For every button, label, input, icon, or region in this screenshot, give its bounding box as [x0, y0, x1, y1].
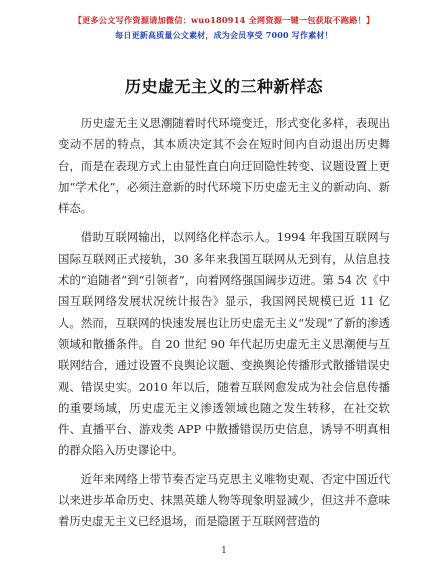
promo-header [0, 13, 448, 42]
paragraph-internet: 借助互联网输出，以网络化样态示人。1994 年我国互联网与国际互联网正式接轨，30 多年来我国互联网从无到有，从信息技术的“追随者”到“引领者”，向着网络强国阔步迈进。第 54 次《中国互联网络发展状况统计报告》显示，我国网民规模已近 11 亿人。然而，互联网的快速发展也让历史虚无主义“发现”了新的渗透领域和散播条件。自 20 世纪 90 年代起历史虚无主义思潮便与互联网结合，通过设置不良舆论议题、变换舆论传播形式散播错误史观、错误史实。2010 年以后，随着互联网愈发成为社会信息传播的重要场域，历史虚无主义渗透领域也随之发生转移，在社交软件、直播平台、游戏类 APP 中散播错误历史信息，诱导不明真相的群众陷入历史谬论中。 [58, 230, 390, 458]
promo-header-line-1: 【更多公文写作资源请加微信：wuo180914 全网资源一键一包获取不跑路！】 [73, 15, 375, 25]
promo-header-line-2: 每日更新高质量公文素材，成为会员享受 7000 写作素材！ [115, 30, 333, 40]
document-title: 历史虚无主义的三种新样态 [124, 77, 323, 96]
paragraph-intro: 历史虚无主义思潮随着时代环境变迁，形式变化多样，表现出变动不居的特点，其本质决定其不会在短时间内自动退出历史舞台，而是在表现方式上由显性直白向迂回隐性转变、议题设置上更加“学术化”，必须注意新的时代环境下历史虚无主义的新动向、新样态。 [58, 116, 390, 216]
page-number: 1 [221, 546, 227, 556]
document-body [58, 113, 390, 540]
paragraph-recent: 近年来网络上带节奏否定马克思主义唯物史观、否定中国近代以来进步革命历史、抹黑英雄人物等现象明显减少，但这并不意味着历史虚无主义已经退场，而是隐匿于互联网营造的 [58, 471, 390, 529]
